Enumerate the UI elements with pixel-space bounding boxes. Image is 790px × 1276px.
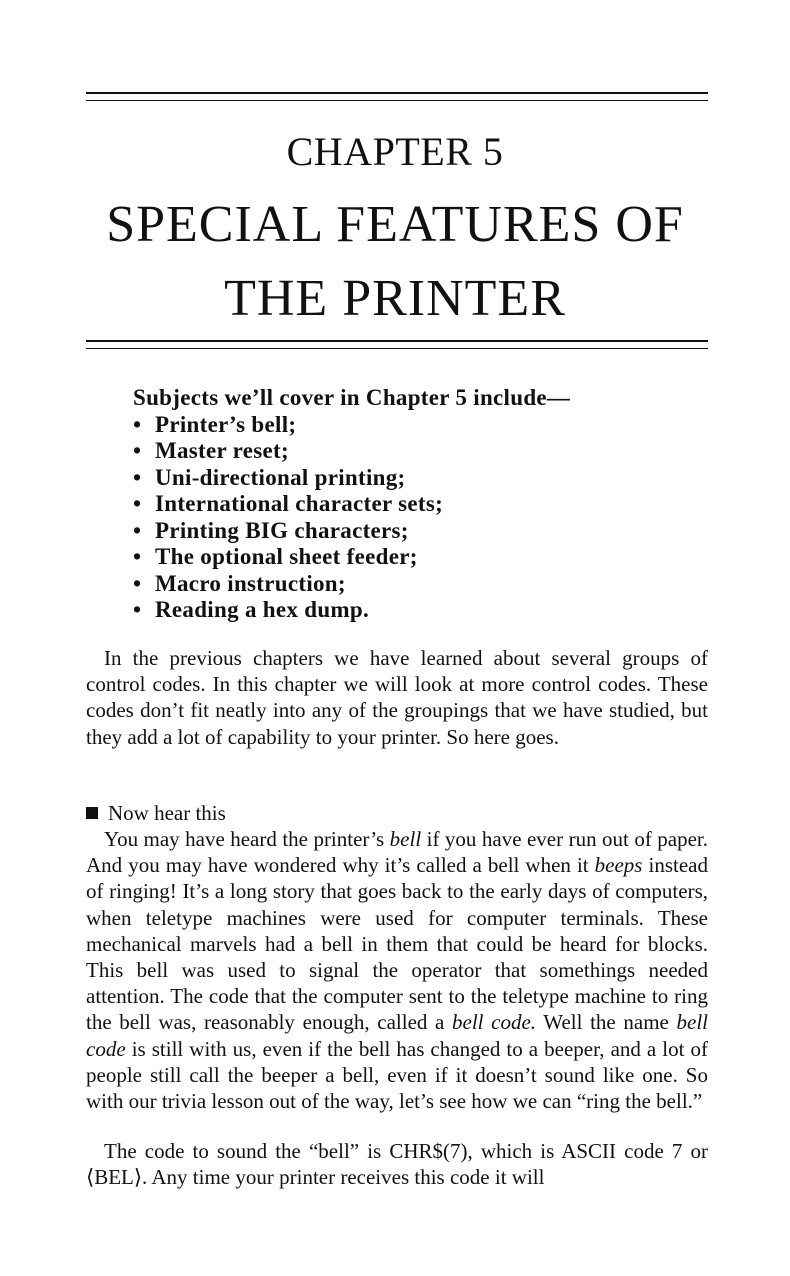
bell-paragraph: You may have heard the printer’s bell if you have ever run out of paper. And you may have wondered why it’s called a bell when it beeps instead of ringing! It’s a long story that goes back to the early days of computers, when teletype machines were used for computer terminals. These mechanical marvels had a bell in them that could be heard for blocks. This bell was used to signal the operator that somethings needed attention. The code that the computer sent to the teletype machine to ring the bell was, reasonably enough, called a bell code. Well the name bell code is still with us, even if the bell has changed to a beeper, and a lot of people still call the beeper a bell, even if it doesn’t sound like one. So with our trivia lesson out of the way, let’s see how we can “ring the bell.”	[86, 827, 709, 1114]
list-item: • Reading a hex dump.	[133, 597, 370, 622]
bel-code-paragraph: The code to sound the “bell” is CHR$(7), which is ASCII code 7 or ⟨BEL⟩. Any time your printer receives this code it will	[86, 1139, 708, 1190]
bullet-icon: •	[133, 438, 142, 463]
list-item: • The optional sheet feeder;	[133, 544, 418, 569]
section-heading	[86, 800, 226, 826]
square-bullet-icon	[86, 807, 98, 819]
chapter-title-line-2: THE PRINTER	[224, 270, 566, 327]
rule-line	[86, 348, 708, 349]
rule-line	[86, 100, 708, 101]
bullet-icon: •	[133, 570, 142, 596]
rule-line	[86, 340, 708, 342]
list-item: • Macro instruction;	[133, 570, 346, 596]
bullet-icon: •	[133, 491, 142, 516]
subjects-list	[133, 412, 713, 624]
list-item: • Printing BIG characters;	[133, 517, 409, 543]
bullet-icon: •	[133, 597, 142, 622]
chapter-title	[0, 188, 790, 336]
bullet-icon: •	[133, 411, 142, 437]
list-item: • International character sets;	[133, 491, 444, 516]
chapter-subjects	[133, 385, 713, 624]
chapter-title-line-1: SPECIAL FEATURES OF	[106, 196, 684, 253]
bullet-icon: •	[133, 464, 142, 490]
intro-paragraph: In the previous chapters we have learned about several groups of control codes. In this chapter we will look at more control codes. These codes don’t fit neatly into any of the groupings that we have studied, but they add a lot of capability to your printer. So here goes.	[86, 646, 708, 749]
subjects-heading: Subjects we’ll cover in Chapter 5 include—	[133, 385, 571, 410]
section-heading-text: Now hear this	[108, 801, 226, 825]
bullet-icon: •	[133, 517, 142, 543]
chapter-number: CHAPTER 5	[286, 129, 504, 174]
list-item: • Uni-directional printing;	[133, 464, 406, 490]
list-item: • Master reset;	[133, 438, 289, 463]
top-double-rule	[86, 92, 708, 107]
list-item: • Printer’s bell;	[133, 411, 297, 437]
bullet-icon: •	[133, 544, 142, 569]
bottom-double-rule	[86, 340, 708, 355]
rule-line	[86, 92, 708, 94]
